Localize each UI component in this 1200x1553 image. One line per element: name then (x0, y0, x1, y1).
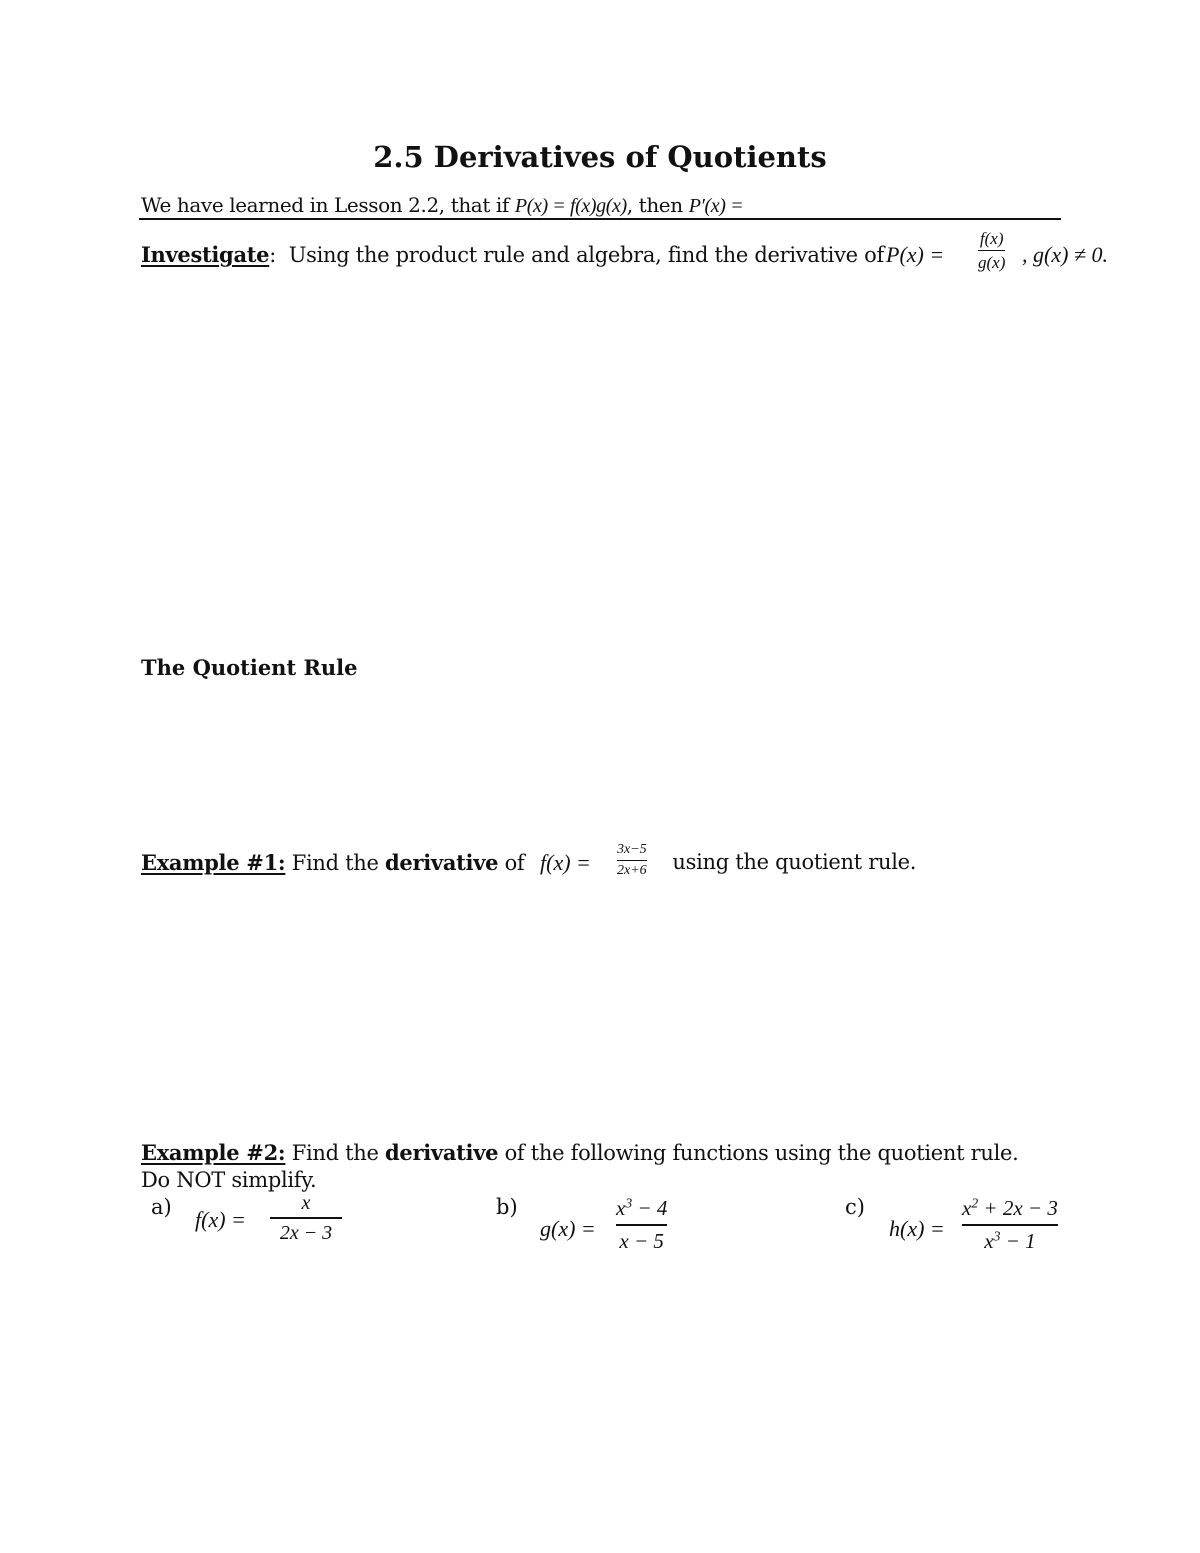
example1-f-of-x: f(x) = (540, 850, 591, 875)
investigate-label: Investigate (141, 242, 270, 267)
investigate-line (141, 242, 890, 267)
example2-instruction: Do NOT simplify. (141, 1168, 317, 1192)
part-c-fraction (962, 1195, 1058, 1253)
example1-tail: using the quotient rule. (666, 850, 917, 874)
example1-fraction (617, 843, 647, 878)
part-c-numerator (962, 1195, 1058, 1220)
part-b-numerator-exponent: 3 (625, 1195, 633, 1211)
fraction-bar (978, 250, 1005, 251)
part-a-denominator: 2x − 3 (279, 1222, 333, 1244)
investigate-numerator: f(x) (979, 229, 1004, 248)
part-b-fraction (616, 1195, 668, 1253)
example1-bold-word: derivative (385, 850, 499, 875)
part-c-numerator-exponent: 2 (971, 1195, 979, 1211)
answer-underline (139, 218, 1061, 220)
fraction-bar (616, 1224, 667, 1226)
intro-derivative-formula: P′(x) = (688, 195, 744, 217)
fraction-bar (962, 1224, 1058, 1226)
intro-text: We have learned in Lesson 2.2, that if (141, 193, 515, 217)
part-c-numerator-rest: + 2x − 3 (978, 1196, 1058, 1220)
example1-label: Example #1: (141, 850, 286, 875)
part-c-denominator-rest: − 1 (1000, 1229, 1036, 1253)
example2-label: Example #2: (141, 1140, 286, 1165)
example2-bold-word: derivative (385, 1140, 499, 1165)
part-a-label: a) (151, 1195, 172, 1219)
part-a-f-of-x: f(x) = (195, 1207, 246, 1232)
investigate-colon: : (269, 243, 276, 267)
part-c-denominator-base: x (984, 1229, 994, 1253)
investigate-condition: , g(x) ≠ 0. (1022, 242, 1108, 267)
investigate-p-of-x: P(x) = (886, 242, 945, 267)
example2-text-after: of the following functions using the quotient rule. (498, 1141, 1019, 1165)
part-c-label: c) (845, 1195, 865, 1219)
part-b-denominator: x − 5 (619, 1229, 664, 1253)
part-b-numerator-base: x (616, 1196, 626, 1220)
investigate-fraction (978, 230, 1005, 271)
page-title: 2.5 Derivatives of Quotients (373, 140, 827, 174)
example1-numerator: 3x−5 (617, 842, 647, 857)
part-b-g-of-x: g(x) = (540, 1216, 596, 1241)
quotient-rule-heading: The Quotient Rule (141, 655, 358, 680)
part-b-numerator-rest: − 4 (632, 1196, 668, 1220)
fraction-bar (270, 1217, 342, 1219)
intro-line (141, 193, 743, 218)
example1-line (141, 850, 531, 875)
part-c-denominator (984, 1228, 1036, 1253)
intro-then: , then (626, 193, 689, 217)
part-a-numerator: x (301, 1192, 311, 1214)
example2-line (141, 1140, 1019, 1165)
part-c-denominator-exponent: 3 (993, 1228, 1001, 1244)
part-c-h-of-x: h(x) = (889, 1216, 945, 1241)
fraction-bar (617, 860, 647, 861)
part-b-label: b) (496, 1195, 518, 1219)
investigate-text: Using the product rule and algebra, find the derivative of (276, 243, 891, 267)
example2-text-before: Find the (285, 1141, 386, 1165)
example1-denominator: 2x+6 (617, 863, 647, 878)
part-a-fraction (270, 1193, 342, 1243)
example1-text-after: of (498, 851, 531, 875)
part-c-numerator-base: x (962, 1196, 972, 1220)
example1-text-before: Find the (285, 851, 386, 875)
intro-product-formula: P(x) = f(x)g(x) (514, 195, 627, 217)
part-b-numerator (616, 1195, 668, 1220)
investigate-denominator: g(x) (978, 253, 1006, 272)
